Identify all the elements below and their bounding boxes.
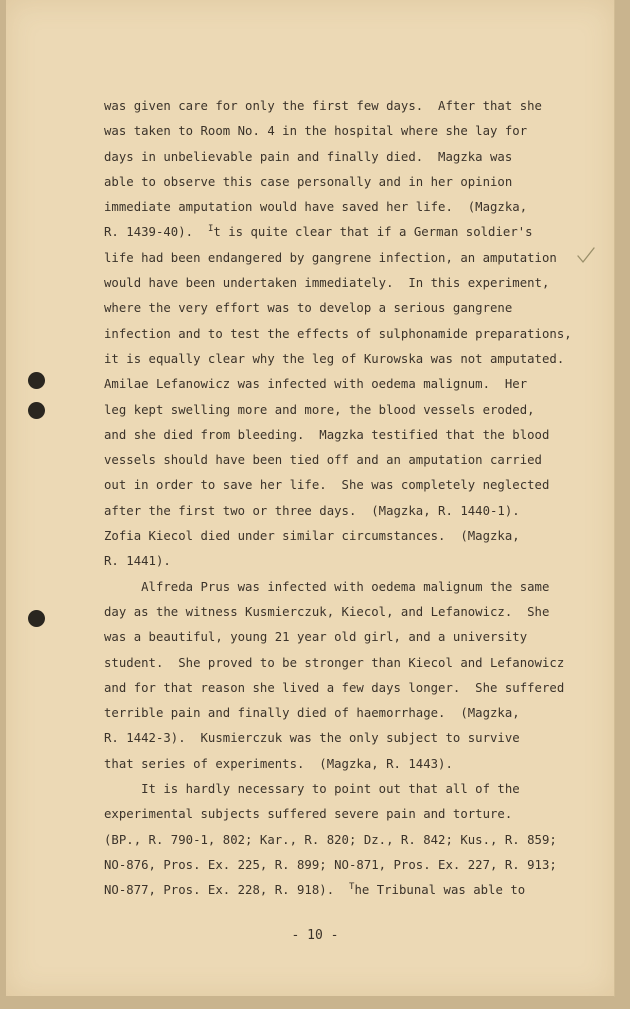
text-line: Amilae Lefanowicz was infected with oedema malignum. Her: [104, 377, 528, 392]
text-line: Zofia Kiecol died under similar circumstances. (Magzka,: [104, 529, 520, 544]
text-line: terrible pain and finally died of haemorrhage. (Magzka,: [104, 706, 520, 721]
text-line: experimental subjects suffered severe pain and torture.: [104, 807, 513, 822]
text-line: vessels should have been tied off and an amputation carried: [104, 453, 542, 468]
text-line: R. 1442-3). Kusmierczuk was the only subject to survive: [104, 731, 520, 746]
raised-letter: T: [348, 882, 355, 893]
text-line: where the very effort was to develop a serious gangrene: [104, 301, 513, 316]
raised-letter: I: [207, 224, 214, 235]
text-segment: R. 1439-40).: [104, 225, 208, 240]
text-line: NO-876, Pros. Ex. 225, R. 899; NO-871, Pros. Ex. 227, R. 913;: [104, 857, 557, 872]
text-line: that series of experiments. (Magzka, R. 1443).: [104, 756, 453, 771]
text-line: days in unbelievable pain and finally died. Magzka was: [104, 149, 513, 164]
text-line: it is equally clear why the leg of Kurowska was not amputated.: [104, 351, 565, 366]
text-segment: t is quite clear that if a German soldier's: [213, 225, 533, 240]
text-line: student. She proved to be stronger than Kiecol and Lefanowicz: [104, 655, 565, 670]
text-line: leg kept swelling more and more, the blood vessels eroded,: [104, 402, 535, 417]
punch-hole: [28, 402, 45, 419]
text-line: able to observe this case personally and in her opinion: [104, 174, 513, 189]
text-line: day as the witness Kusmierczuk, Kiecol, and Lefanowicz. She: [104, 604, 550, 619]
text-line: would have been undertaken immediately. In this experiment,: [104, 276, 550, 291]
text-line: out in order to save her life. She was completely neglected: [104, 478, 550, 493]
text-line: after the first two or three days. (Magzka, R. 1440-1).: [104, 503, 520, 518]
text-line: was taken to Room No. 4 in the hospital where she lay for: [104, 124, 528, 139]
punch-hole: [28, 372, 45, 389]
body-text: [104, 94, 584, 904]
text-line: and for that reason she lived a few days longer. She suffered: [104, 680, 565, 695]
page-number: - 10 -: [291, 928, 339, 943]
text-line: infection and to test the effects of sulphonamide preparations,: [104, 326, 572, 341]
text-line: (BP., R. 790-1, 802; Kar., R. 820; Dz., R. 842; Kus., R. 859;: [104, 832, 557, 847]
punch-hole: [28, 610, 45, 627]
checkmark-icon: [576, 246, 596, 264]
text-segment: he Tribunal was able to: [354, 883, 526, 898]
text-line: and she died from bleeding. Magzka testified that the blood: [104, 427, 550, 442]
text-line: It is hardly necessary to point out that all of the: [104, 782, 520, 797]
text-line: was given care for only the first few days. After that she: [104, 99, 542, 113]
text-line: was a beautiful, young 21 year old girl, and a university: [104, 630, 528, 645]
text-line: Alfreda Prus was infected with oedema malignum the same: [104, 579, 550, 594]
text-line: R. 1441).: [104, 554, 171, 569]
text-line: [104, 220, 584, 245]
text-line: life had been endangered by gangrene infection, an amputation: [104, 250, 557, 265]
text-segment: NO-877, Pros. Ex. 228, R. 918).: [104, 883, 349, 898]
text-line: [104, 878, 584, 903]
text-line: immediate amputation would have saved her life. (Magzka,: [104, 200, 528, 215]
